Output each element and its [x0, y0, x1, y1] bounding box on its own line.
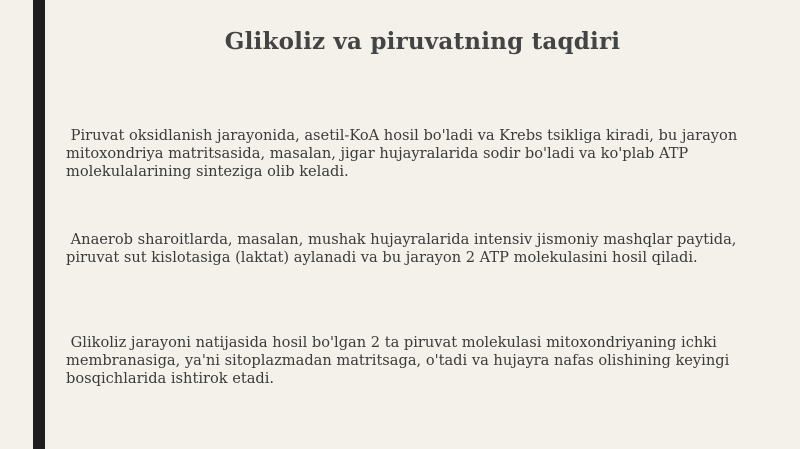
- slide-title: Glikoliz va piruvatning taqdiri: [224, 28, 621, 55]
- paragraph-anaerobic-conditions: Anaerob sharoitlarda, masalan, mushak hujayralarida intensiv jismoniy mashqlar paytida, piruvat sut kislotasiga (laktat) aylanadi va bu jarayon 2 ATP molekulasini hosil qiladi.: [66, 231, 742, 266]
- left-accent-bar: [33, 0, 45, 449]
- paragraph-pyruvate-oxidation: Piruvat oksidlanish jarayonida, asetil-KoA hosil bo'ladi va Krebs tsikliga kiradi, bu jarayon mitoxondriya matritsasida, masalan, jigar hujayralarida sodir bo'ladi va ko'plab ATP molekulalarining sinteziga olib keladi.: [66, 127, 742, 180]
- paragraph-glycolysis-result: Glikoliz jarayoni natijasida hosil bo'lgan 2 ta piruvat molekulasi mitoxondriyaning ichki membranasiga, ya'ni sitoplazmadan matritsaga, o'tadi va hujayra nafas olishining keyingi bosqichlarida ishtirok etadi.: [66, 334, 734, 387]
